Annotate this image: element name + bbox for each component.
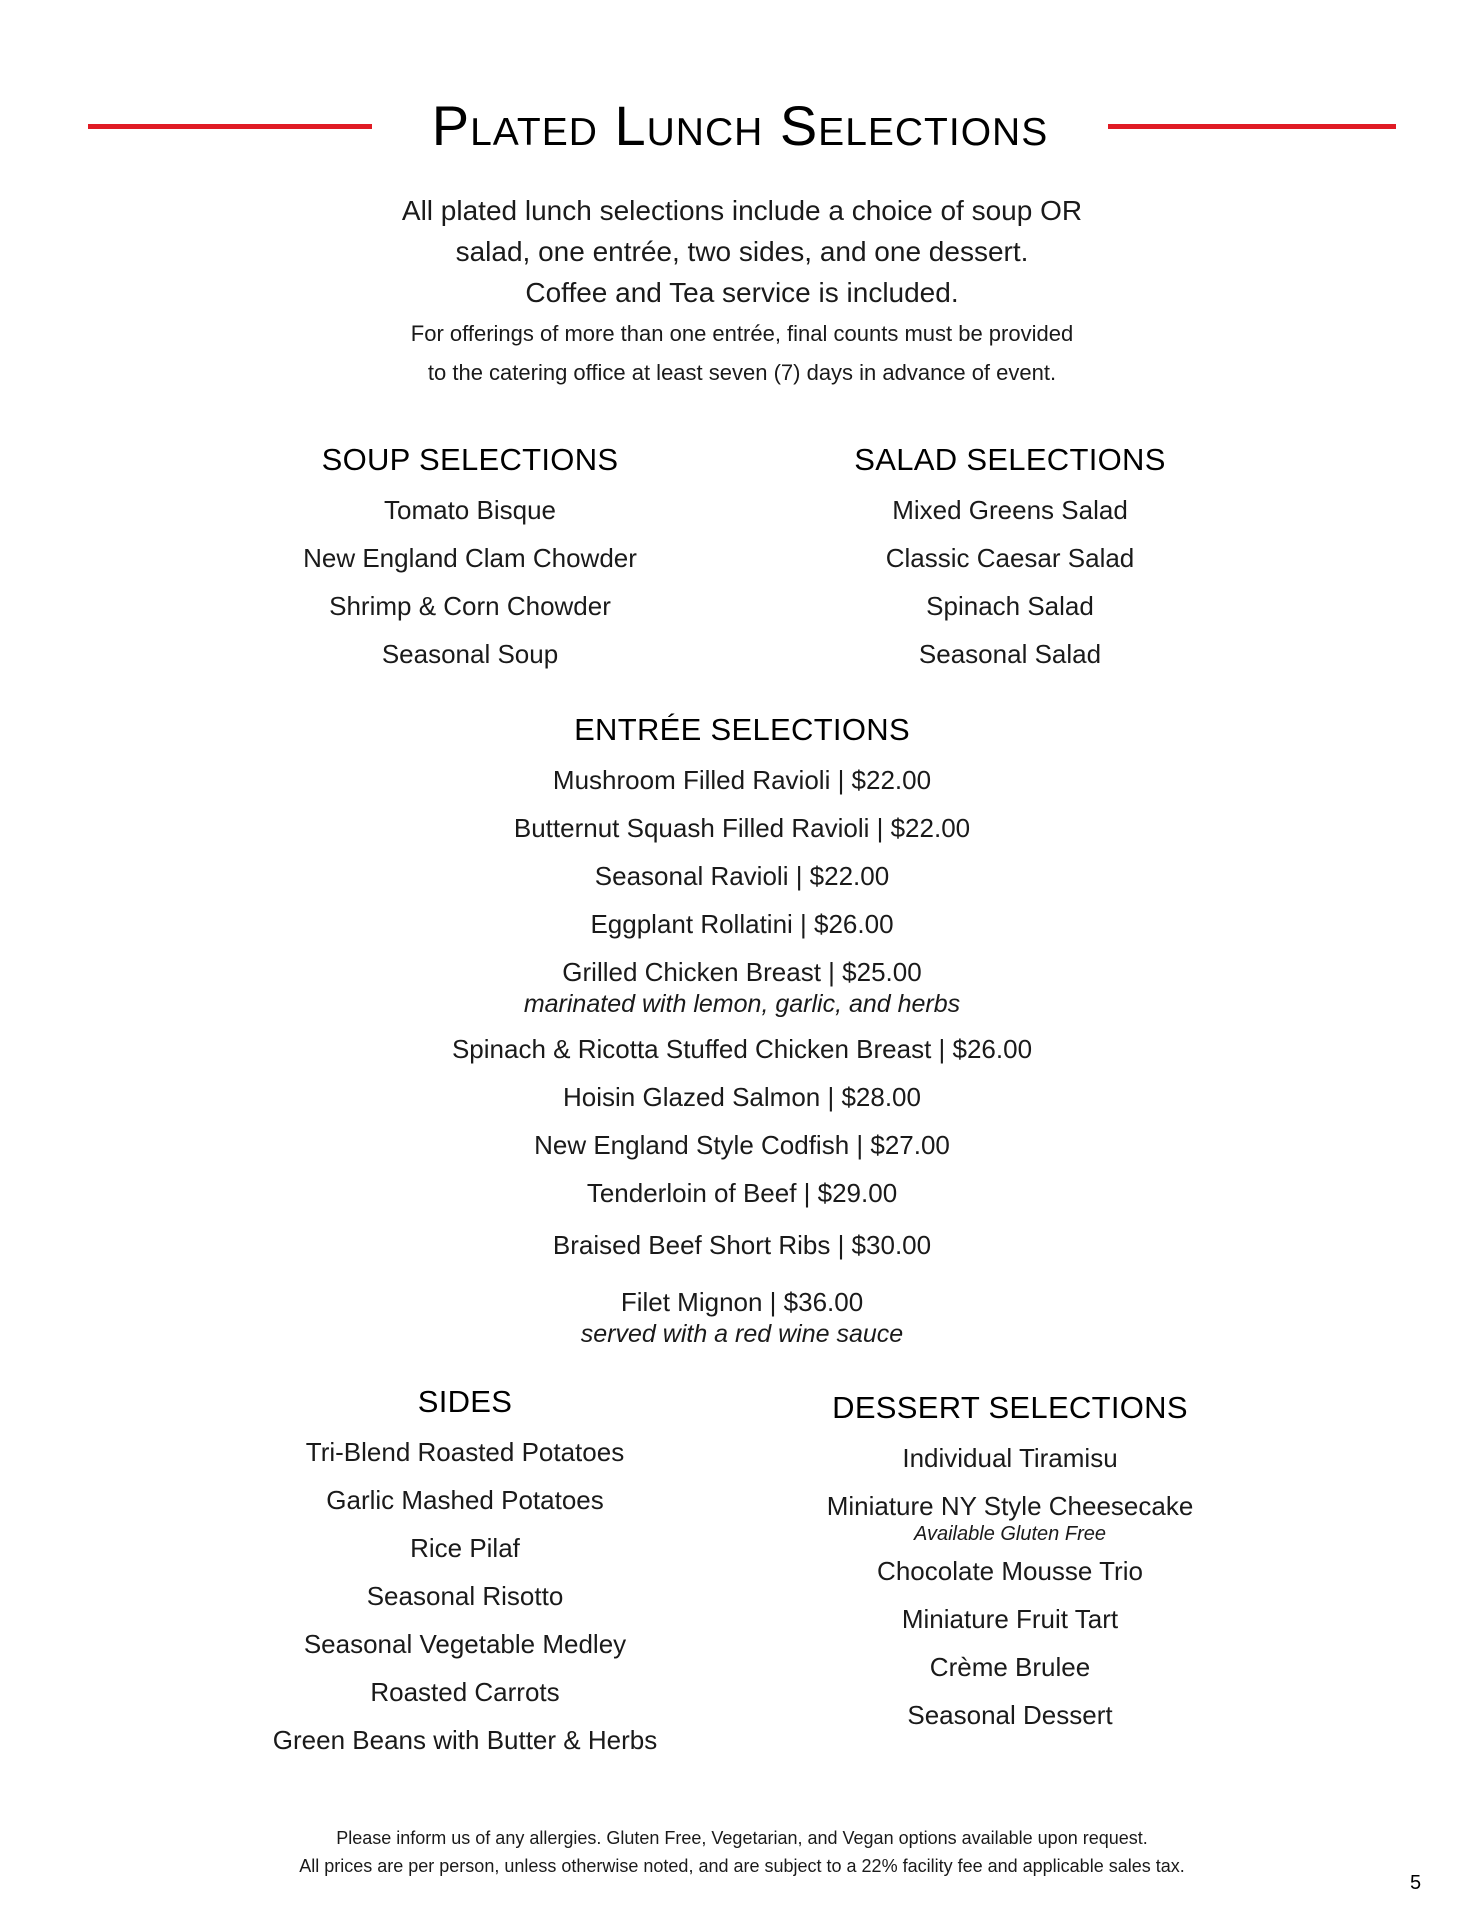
salad-item: Classic Caesar Salad (885, 543, 1135, 573)
salad-item: Spinach Salad (926, 591, 1094, 621)
sides-list (240, 1428, 690, 1764)
dessert-item: Chocolate Mousse Trio (877, 1556, 1143, 1586)
footer-line: All prices are per person, unless otherwise noted, and are subject to a 22% facility fee and applicable sales tax. (299, 1856, 1185, 1876)
soup-list (250, 486, 690, 678)
entree-heading: ENTRÉE SELECTIONS (574, 712, 910, 747)
footer-line: Please inform us of any allergies. Gluten Free, Vegetarian, and Vegan options available upon request. (336, 1828, 1148, 1848)
entree-item: Seasonal Ravioli | $22.00 (594, 861, 890, 891)
intro-note-line: For offerings of more than one entrée, final counts must be provided (410, 321, 1074, 346)
sides-heading: SIDES (417, 1384, 513, 1419)
title-rule-left (88, 124, 372, 129)
salad-item: Mixed Greens Salad (892, 495, 1128, 525)
entree-item-note: marinated with lemon, garlic, and herbs (523, 990, 961, 1018)
entree-item: Braised Beef Short Ribs | $30.00 (552, 1230, 932, 1260)
entree-item: Hoisin Glazed Salmon | $28.00 (563, 1082, 921, 1112)
side-item: Seasonal Risotto (366, 1581, 564, 1611)
dessert-heading: DESSERT SELECTIONS (832, 1390, 1188, 1425)
entree-item: Mushroom Filled Ravioli | $22.00 (552, 765, 932, 795)
title-rule-right (1108, 124, 1396, 129)
entree-item-note: served with a red wine sauce (580, 1320, 904, 1348)
entree-item: Filet Mignon | $36.00 (620, 1287, 864, 1317)
intro-line: Coffee and Tea service is included. (525, 277, 959, 308)
salad-heading: SALAD SELECTIONS (854, 442, 1166, 477)
side-item: Tri-Blend Roasted Potatoes (305, 1437, 625, 1467)
entree-item: Grilled Chicken Breast | $25.00 (562, 957, 922, 987)
soup-item: Seasonal Soup (381, 639, 559, 669)
entree-section (342, 710, 1142, 1349)
dessert-item-note: Available Gluten Free (914, 1523, 1106, 1545)
intro (200, 190, 1284, 392)
entree-item: Eggplant Rollatini | $26.00 (590, 909, 894, 939)
soup-section (250, 440, 690, 678)
salad-item: Seasonal Salad (918, 639, 1102, 669)
soup-item: Tomato Bisque (384, 495, 556, 525)
soup-item: New England Clam Chowder (303, 543, 637, 573)
side-item: Green Beans with Butter & Herbs (272, 1725, 658, 1755)
entree-item: New England Style Codfish | $27.00 (534, 1130, 950, 1160)
soup-heading: SOUP SELECTIONS (321, 442, 619, 477)
entree-item: Tenderloin of Beef | $29.00 (586, 1178, 898, 1208)
entree-list (342, 756, 1142, 1349)
page-number: 5 (1410, 1872, 1422, 1894)
intro-line: salad, one entrée, two sides, and one dessert. (455, 236, 1029, 267)
side-item: Garlic Mashed Potatoes (326, 1485, 604, 1515)
soup-item: Shrimp & Corn Chowder (329, 591, 611, 621)
dessert-item: Miniature Fruit Tart (901, 1604, 1119, 1634)
title-row (0, 88, 1484, 168)
dessert-section (790, 1388, 1230, 1739)
side-item: Roasted Carrots (370, 1677, 560, 1707)
intro-note-line: to the catering office at least seven (7) days in advance of event. (427, 360, 1057, 385)
footer-disclaimer (150, 1824, 1334, 1880)
side-item: Rice Pilaf (410, 1533, 520, 1563)
entree-item: Spinach & Ricotta Stuffed Chicken Breast | $26.00 (451, 1034, 1033, 1064)
entree-item: Butternut Squash Filled Ravioli | $22.00 (513, 813, 971, 843)
dessert-item: Seasonal Dessert (907, 1700, 1113, 1730)
dessert-item: Crème Brulee (929, 1652, 1091, 1682)
dessert-list (790, 1434, 1230, 1739)
salad-list (790, 486, 1230, 678)
side-item: Seasonal Vegetable Medley (303, 1629, 627, 1659)
dessert-item: Miniature NY Style Cheesecake (826, 1491, 1194, 1521)
dessert-item: Individual Tiramisu (902, 1443, 1118, 1473)
page-title: Plated Lunch Selections (431, 94, 1049, 157)
sides-section (240, 1382, 690, 1764)
intro-line: All plated lunch selections include a choice of soup OR (401, 195, 1083, 226)
salad-section (790, 440, 1230, 678)
